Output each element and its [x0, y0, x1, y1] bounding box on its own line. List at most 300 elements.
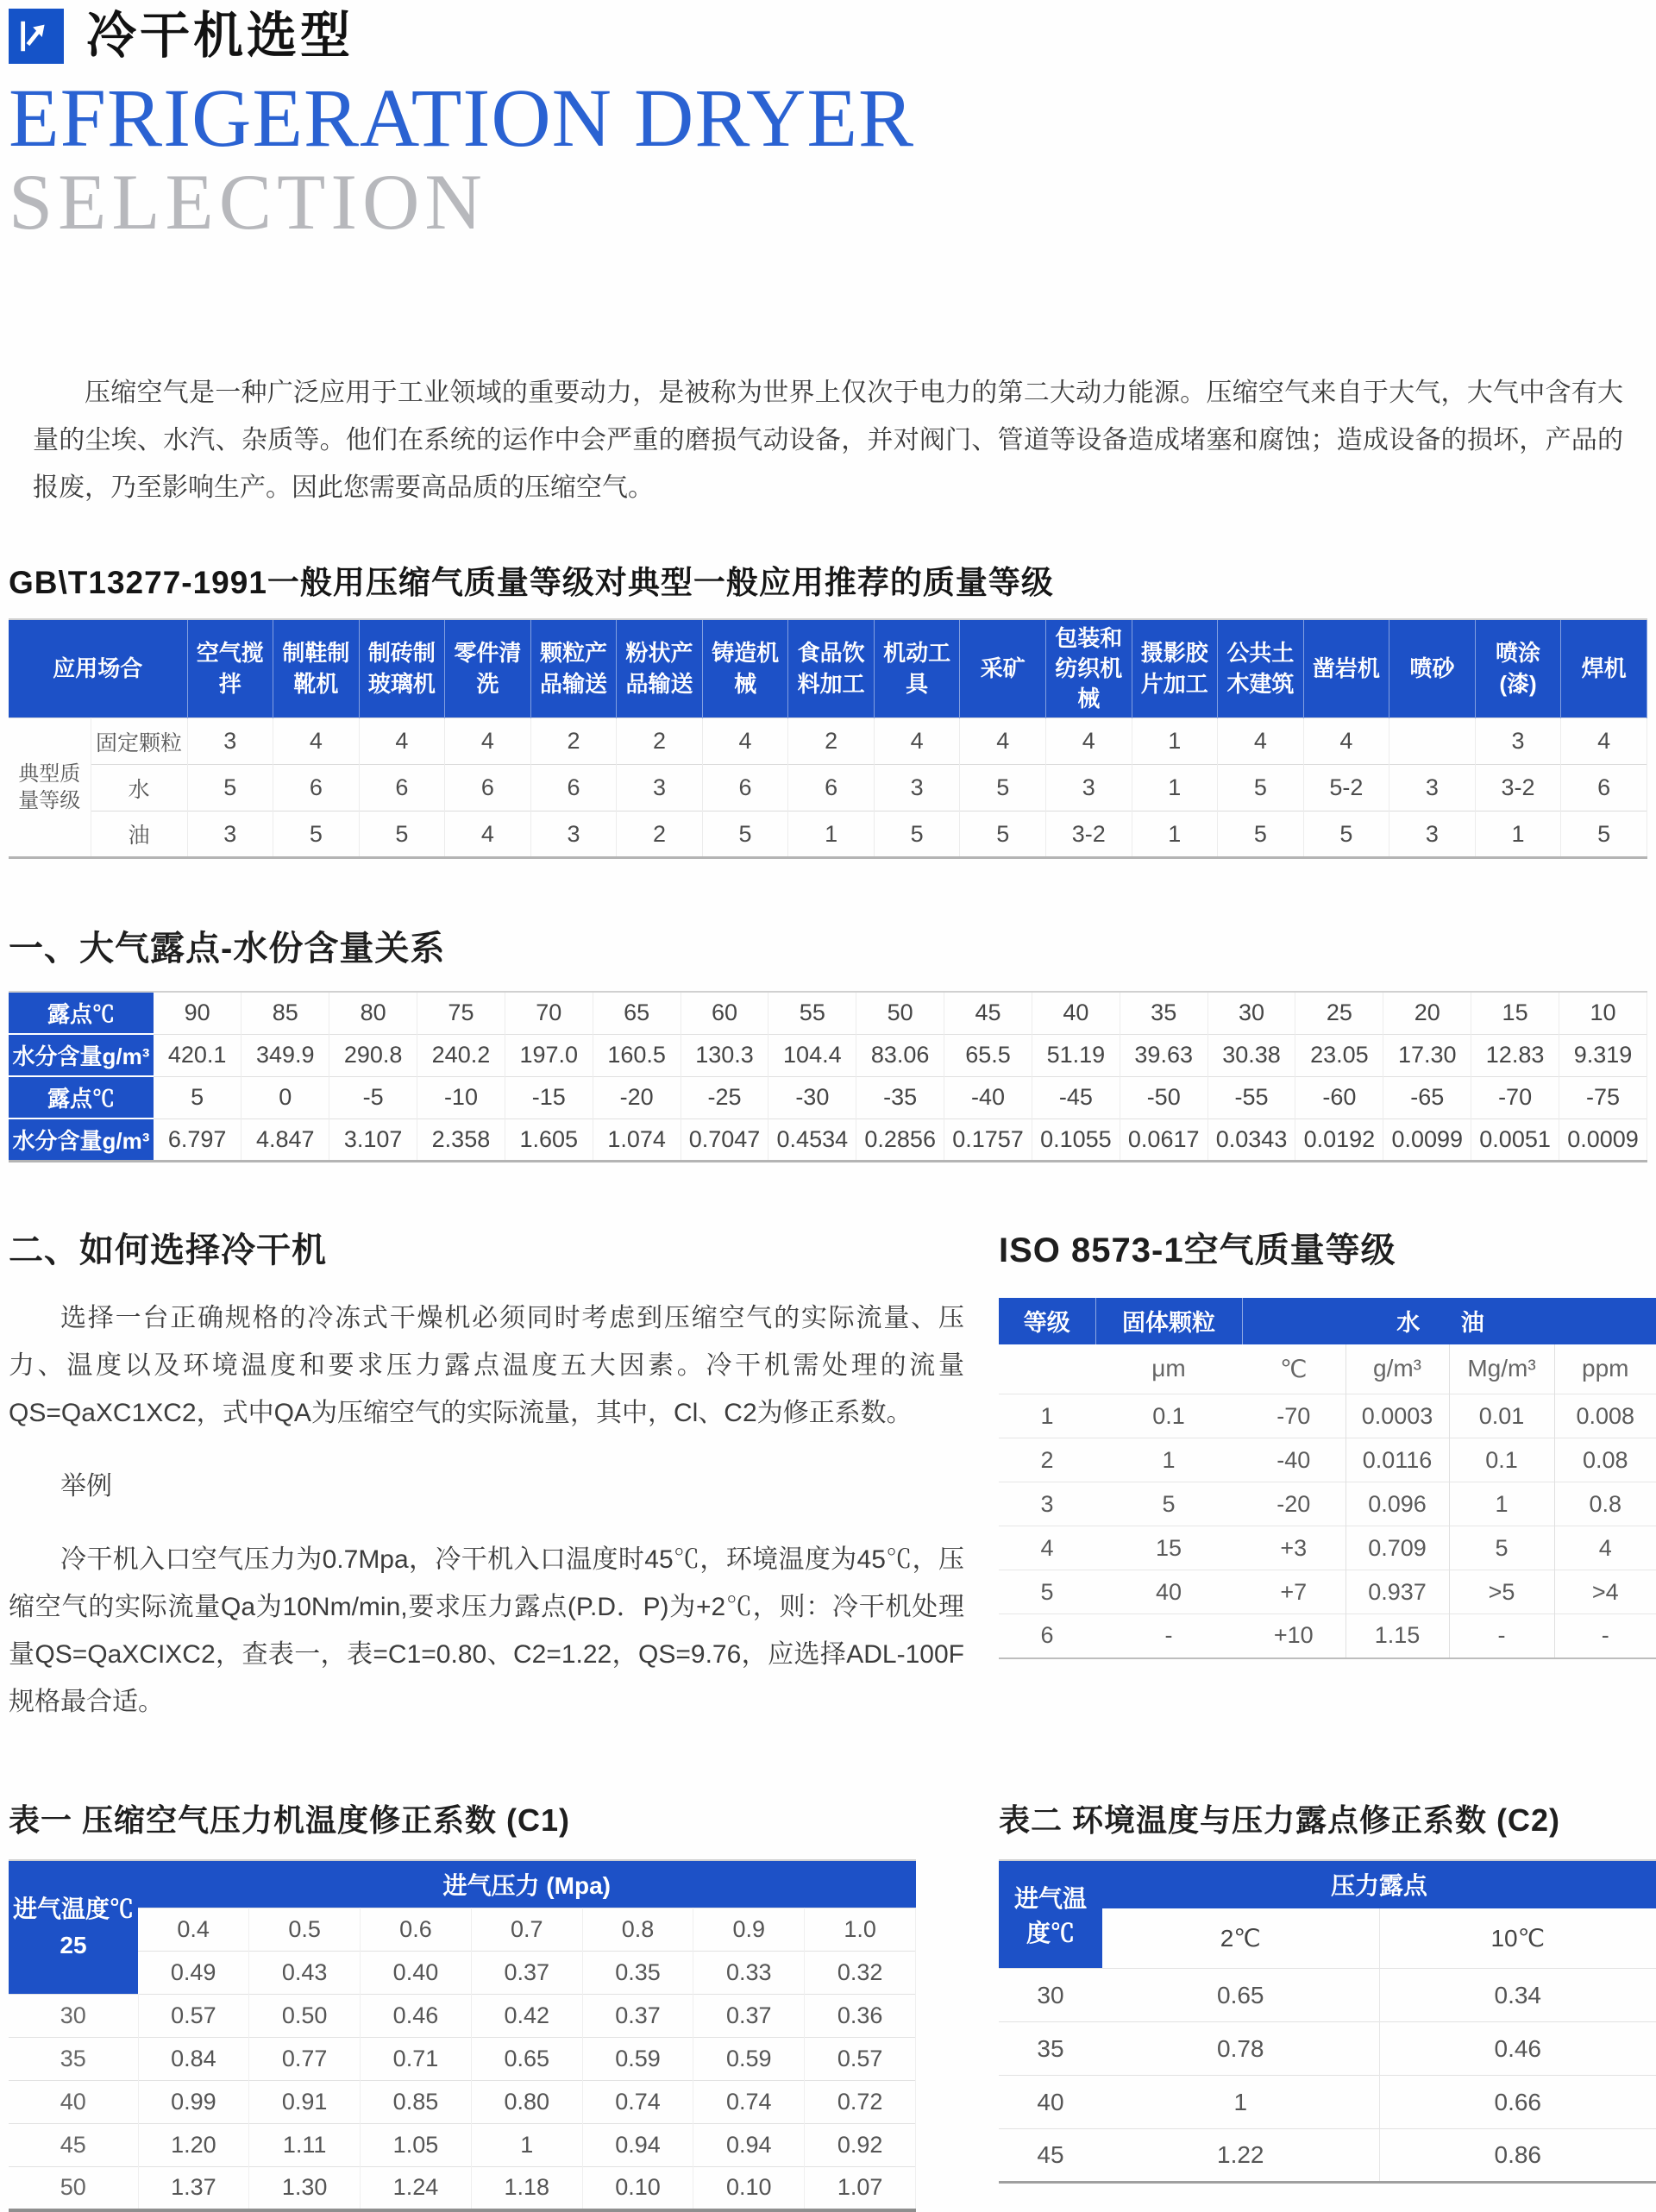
c2-correction-table: [999, 1859, 1656, 2184]
row-label: 油: [91, 811, 187, 858]
data-value: 0.0003: [1346, 1394, 1449, 1438]
coefficient-value: 0.37: [693, 1995, 805, 2038]
grade-value: 2: [788, 718, 875, 765]
data-value: 5: [1449, 1526, 1554, 1570]
data-value: >5: [1449, 1570, 1554, 1614]
title-english-line1: EFRIGERATION DRYER: [9, 72, 915, 164]
column-header: 采矿: [960, 619, 1046, 718]
grade-value: 3: [187, 718, 273, 765]
coefficient-value: 0.10: [693, 2167, 805, 2210]
data-value: 3.107: [329, 1119, 417, 1161]
coefficient-value: 0.74: [693, 2081, 805, 2124]
table-row: [9, 1119, 1647, 1161]
coefficient-value: 1: [471, 2124, 582, 2167]
grade-value: 3: [1389, 765, 1476, 811]
data-value: 12.83: [1471, 1034, 1559, 1076]
row-label: 固定颗粒: [91, 718, 187, 765]
coefficient-value: 0.40: [361, 1952, 472, 1995]
data-value: 349.9: [242, 1034, 329, 1076]
pressure-label: 0.9: [693, 1908, 805, 1952]
data-value: -65: [1383, 1076, 1471, 1119]
grade-value: 3: [1389, 811, 1476, 858]
table-row: [9, 1034, 1647, 1076]
data-value: -: [1095, 1614, 1242, 1658]
grade-value: 5-2: [1303, 765, 1389, 811]
data-value: 15: [1471, 992, 1559, 1034]
coefficient-value: 0.77: [249, 2038, 361, 2081]
grade-value: 6: [445, 765, 531, 811]
data-value: -50: [1120, 1076, 1208, 1119]
data-value: 40: [1032, 992, 1120, 1034]
data-value: -30: [768, 1076, 856, 1119]
table-row: [9, 2081, 916, 2124]
data-value: 0.0099: [1383, 1119, 1471, 1161]
corner-header: [9, 1860, 138, 1995]
grade-value: 3: [617, 765, 703, 811]
iso-table-title: ISO 8573-1空气质量等级: [999, 1231, 1396, 1269]
coefficient-value: 0.80: [471, 2081, 582, 2124]
data-value: 160.5: [593, 1034, 681, 1076]
section2-example-label: 举例: [60, 1471, 112, 1501]
c2-table-grid: [999, 1859, 1656, 2184]
data-value: 290.8: [329, 1034, 417, 1076]
data-value: -60: [1295, 1076, 1383, 1119]
table-row: [9, 811, 1647, 858]
c2-column: [999, 1796, 1656, 2212]
data-value: 15: [1095, 1526, 1242, 1570]
section1-title: 一、大气露点-水份含量关系: [9, 930, 446, 968]
row-label: 35: [999, 2022, 1102, 2076]
c1-table-title: 表一 压缩空气压力机温度修正系数 (C1): [9, 1802, 571, 1838]
data-value: 55: [768, 992, 856, 1034]
data-value: -35: [856, 1076, 944, 1119]
grade-value: 4: [273, 718, 360, 765]
dewpoint-table-grid: [9, 991, 1647, 1162]
table-header-row: [999, 1298, 1656, 1344]
data-value: -20: [593, 1076, 681, 1119]
coefficient-value: 0.99: [138, 2081, 249, 2124]
data-value: 4: [999, 1526, 1095, 1570]
row-label: 50: [9, 2167, 138, 2210]
data-value: 2: [999, 1438, 1095, 1482]
units-row: [999, 1344, 1656, 1394]
coefficient-value: 0.78: [1102, 2022, 1379, 2076]
corner-value: 25: [60, 1931, 87, 1958]
grade-value: 5: [1303, 811, 1389, 858]
coefficient-value: 0.34: [1379, 1969, 1656, 2022]
data-value: 0.01: [1449, 1394, 1554, 1438]
table-header-row: [999, 1860, 1656, 1908]
iso-table-grid: [999, 1298, 1656, 1659]
c1-column: [9, 1796, 964, 2212]
coefficient-value: 0.65: [471, 2038, 582, 2081]
grade-value: 1: [1475, 811, 1561, 858]
data-value: 0.0617: [1120, 1119, 1208, 1161]
data-value: 4: [1554, 1526, 1656, 1570]
gb-quality-table-grid: [9, 618, 1647, 859]
table-row: [9, 1952, 916, 1995]
data-value: -20: [1242, 1482, 1346, 1526]
coefficient-value: 1.30: [249, 2167, 361, 2210]
data-value: 0.096: [1346, 1482, 1449, 1526]
table-row: [999, 2076, 1656, 2129]
table-row: [9, 2167, 916, 2210]
data-value: 20: [1383, 992, 1471, 1034]
page-header: [9, 0, 1647, 64]
table-row: [999, 1438, 1656, 1482]
coefficient-value: 0.65: [1102, 1969, 1379, 2022]
data-value: +7: [1242, 1570, 1346, 1614]
column-header: 制砖制玻璃机: [359, 619, 445, 718]
grade-value: 2: [617, 718, 703, 765]
data-value: 0.1: [1449, 1438, 1554, 1482]
dewpoint-moisture-table: [9, 991, 1647, 1162]
data-value: 51.19: [1032, 1034, 1120, 1076]
data-value: 0.08: [1554, 1438, 1656, 1482]
coefficient-value: 1.20: [138, 2124, 249, 2167]
data-value: 75: [417, 992, 505, 1034]
iso-air-quality-table: [999, 1298, 1656, 1659]
coefficient-value: 1.07: [805, 2167, 916, 2210]
data-value: -5: [329, 1076, 417, 1119]
data-value: -40: [1242, 1438, 1346, 1482]
column-header: 摄影胶片加工: [1132, 619, 1218, 718]
coefficient-value: 1.24: [361, 2167, 472, 2210]
coefficient-value: 1: [1102, 2076, 1379, 2129]
data-value: 40: [1095, 1570, 1242, 1614]
grade-value: 6: [702, 765, 788, 811]
data-value: 1: [1449, 1482, 1554, 1526]
data-value: 0: [242, 1076, 329, 1119]
data-value: 65.5: [944, 1034, 1032, 1076]
table-row: [9, 2038, 916, 2081]
coefficient-value: 0.57: [138, 1995, 249, 2038]
coefficient-value: 0.35: [582, 1952, 693, 1995]
table-header-row: [9, 619, 1647, 718]
data-value: -70: [1242, 1394, 1346, 1438]
data-value: 130.3: [681, 1034, 768, 1076]
data-value: -: [1554, 1614, 1656, 1658]
grade-value: 6: [1561, 765, 1647, 811]
data-value: 30.38: [1208, 1034, 1295, 1076]
data-value: 0.008: [1554, 1394, 1656, 1438]
row-group-label: 典型质量等级: [9, 718, 91, 858]
grade-value: 3-2: [1045, 811, 1132, 858]
coefficient-value: 0.43: [249, 1952, 361, 1995]
table-row: [999, 1482, 1656, 1526]
data-value: 23.05: [1295, 1034, 1383, 1076]
gb-quality-table: [9, 618, 1647, 859]
table-row: [999, 1614, 1656, 1658]
column-header: 零件清洗: [445, 619, 531, 718]
coefficient-value: 0.94: [693, 2124, 805, 2167]
grade-value: 4: [1303, 718, 1389, 765]
data-value: 1.074: [593, 1119, 681, 1161]
data-value: 1: [999, 1394, 1095, 1438]
data-value: 30: [1208, 992, 1295, 1034]
grade-value: 6: [359, 765, 445, 811]
data-value: 70: [505, 992, 593, 1034]
data-value: 60: [681, 992, 768, 1034]
c1-table-grid: [9, 1859, 916, 2212]
gb-table-heading: GB\T13277-1991一般用压缩气质量等级对典型一般应用推荐的质量等级: [9, 564, 1054, 600]
grade-value: 3: [1045, 765, 1132, 811]
data-value: 0.0051: [1471, 1119, 1559, 1161]
coefficient-value: 0.57: [805, 2038, 916, 2081]
row-label: 水: [91, 765, 187, 811]
grade-value: 1: [1132, 765, 1218, 811]
row-label: 露点℃: [9, 992, 154, 1034]
coefficient-value: 0.46: [361, 1995, 472, 2038]
table-row: [9, 1995, 916, 2038]
table-row: [9, 992, 1647, 1034]
grade-value: 3: [1475, 718, 1561, 765]
coefficient-value: 0.94: [582, 2124, 693, 2167]
grade-value: 4: [1045, 718, 1132, 765]
coefficient-value: 0.84: [138, 2038, 249, 2081]
coefficient-value: 0.66: [1379, 2076, 1656, 2129]
c1-correction-table: [9, 1859, 964, 2212]
pressure-label: 1.0: [805, 1908, 916, 1952]
section2-paragraph1: 选择一台正确规格的冷冻式干燥机必须同时考虑到压缩空气的实际流量、压力、温度以及环境温度和要求压力露点温度五大因素。冷干机需处理的流量QS=QaXC1XC2，式中QA为压缩空气的实际流量，其中，Cl、C2为修正系数。: [9, 1303, 964, 1427]
column-header: 包装和纺织机械: [1045, 619, 1132, 718]
grade-value: 6: [788, 765, 875, 811]
column-header: 凿岩机: [1303, 619, 1389, 718]
data-value: 1.15: [1346, 1614, 1449, 1658]
page-title: 冷干机选型: [86, 8, 354, 64]
column-header: 喷涂(漆): [1475, 619, 1561, 718]
table-row: [9, 718, 1647, 765]
data-value: 50: [856, 992, 944, 1034]
data-value: 83.06: [856, 1034, 944, 1076]
coefficient-value: 0.92: [805, 2124, 916, 2167]
column-header: 喷砂: [1389, 619, 1476, 718]
grade-value: 5: [874, 811, 960, 858]
bottom-two-columns: [9, 1796, 1647, 2212]
data-value: 0.8: [1554, 1482, 1656, 1526]
grade-value: 3: [187, 811, 273, 858]
data-value: 0.1055: [1032, 1119, 1120, 1161]
data-value: -: [1449, 1614, 1554, 1658]
section2-title: 二、如何选择冷干机: [9, 1231, 327, 1269]
pressure-label: 0.7: [471, 1908, 582, 1952]
data-value: 6.797: [154, 1119, 242, 1161]
unit-label: g/m³: [1346, 1344, 1449, 1394]
unit-label: [999, 1344, 1095, 1394]
coefficient-value: 1.37: [138, 2167, 249, 2210]
data-value: 85: [242, 992, 329, 1034]
grade-value: 4: [1561, 718, 1647, 765]
pressure-label: 0.6: [361, 1908, 472, 1952]
column-header: 进气压力 (Mpa): [138, 1860, 916, 1908]
table-row: [999, 2022, 1656, 2076]
column-header: 固体颗粒: [1095, 1298, 1242, 1344]
data-value: 0.0116: [1346, 1438, 1449, 1482]
grade-value: 5: [1561, 811, 1647, 858]
coefficient-value: 1.11: [249, 2124, 361, 2167]
data-value: 0.4534: [768, 1119, 856, 1161]
data-value: -10: [417, 1076, 505, 1119]
how-to-select-column: [9, 1223, 964, 1751]
grade-value: [1389, 718, 1476, 765]
grade-value: 5: [1218, 811, 1304, 858]
data-value: 197.0: [505, 1034, 593, 1076]
unit-label: ℃: [1280, 1355, 1308, 1382]
grade-value: 6: [530, 765, 617, 811]
corner-header: 进气温度℃: [999, 1860, 1102, 1969]
grade-value: 3-2: [1475, 765, 1561, 811]
data-value: 1: [1095, 1438, 1242, 1482]
data-value: 0.1757: [944, 1119, 1032, 1161]
coefficient-value: 0.49: [138, 1952, 249, 1995]
corner-label: 进气温度℃: [12, 1895, 134, 1922]
column-header: 颗粒产品输送: [530, 619, 617, 718]
data-value: 65: [593, 992, 681, 1034]
coefficient-value: 0.36: [805, 1995, 916, 2038]
pressure-label: 0.8: [582, 1908, 693, 1952]
grade-value: 2: [530, 718, 617, 765]
data-value: -45: [1032, 1076, 1120, 1119]
data-value: 0.2856: [856, 1119, 944, 1161]
column-header: 压力露点: [1102, 1860, 1656, 1908]
data-value: 0.709: [1346, 1526, 1449, 1570]
data-value: 1.605: [505, 1119, 593, 1161]
pressure-label: 0.4: [138, 1908, 249, 1952]
data-value: 420.1: [154, 1034, 242, 1076]
data-value: >4: [1554, 1570, 1656, 1614]
data-value: 80: [329, 992, 417, 1034]
data-value: 90: [154, 992, 242, 1034]
table-row: [999, 1526, 1656, 1570]
row-label: 水分含量g/m³: [9, 1034, 154, 1076]
data-value: 0.7047: [681, 1119, 768, 1161]
coefficient-value: 0.46: [1379, 2022, 1656, 2076]
table-row: [999, 1570, 1656, 1614]
data-value: 0.0192: [1295, 1119, 1383, 1161]
coefficient-value: 0.42: [471, 1995, 582, 2038]
grade-value: 4: [874, 718, 960, 765]
coefficient-value: 0.37: [471, 1952, 582, 1995]
coefficient-value: 0.85: [361, 2081, 472, 2124]
table-row: [9, 765, 1647, 811]
data-value: 2.358: [417, 1119, 505, 1161]
grade-value: 5: [960, 765, 1046, 811]
table-row: [9, 1076, 1647, 1119]
data-value: 0.1: [1095, 1394, 1242, 1438]
coefficient-value: 1.18: [471, 2167, 582, 2210]
column-header: 机动工具: [874, 619, 960, 718]
grade-value: 4: [445, 718, 531, 765]
coefficient-value: 0.71: [361, 2038, 472, 2081]
data-value: -70: [1471, 1076, 1559, 1119]
grade-value: 3: [874, 765, 960, 811]
data-value: 10: [1559, 992, 1647, 1034]
data-value: 45: [944, 992, 1032, 1034]
arrow-right-icon: [9, 9, 64, 64]
grade-value: 1: [1132, 811, 1218, 858]
middle-two-columns: [9, 1223, 1647, 1751]
grade-value: 5: [960, 811, 1046, 858]
table-row: [999, 1394, 1656, 1438]
column-header: 粉状产品输送: [617, 619, 703, 718]
coefficient-value: 0.91: [249, 2081, 361, 2124]
data-value: 39.63: [1120, 1034, 1208, 1076]
coefficient-value: 0.10: [582, 2167, 693, 2210]
row-label: 45: [999, 2129, 1102, 2183]
title-english-line2: SELECTION: [9, 157, 487, 246]
pressure-row: [9, 1908, 916, 1952]
data-value: -15: [505, 1076, 593, 1119]
unit-label: μm: [1151, 1355, 1186, 1382]
row-label: 水分含量g/m³: [9, 1119, 154, 1161]
grade-value: 5: [187, 765, 273, 811]
intro-paragraph: 压缩空气是一种广泛应用于工业领域的重要动力，是被称为世界上仅次于电力的第二大动力能源。压缩空气来自于大气，大气中含有大量的尘埃、水汽、杂质等。他们在系统的运作中会严重的磨损气动设备，并对阀门、管道等设备造成堵塞和腐蚀；造成设备的损坏，产品的报废，乃至影响生产。因此您需要高品质的压缩空气。: [33, 378, 1623, 502]
coefficient-value: 0.72: [805, 2081, 916, 2124]
grade-value: 4: [1218, 718, 1304, 765]
column-header: 应用场合: [9, 619, 187, 718]
coefficient-value: 0.33: [693, 1952, 805, 1995]
row-label: 40: [9, 2081, 138, 2124]
grade-value: 4: [359, 718, 445, 765]
coefficient-value: 0.50: [249, 1995, 361, 2038]
data-value: -25: [681, 1076, 768, 1119]
data-value: 5: [999, 1570, 1095, 1614]
coefficient-value: 0.74: [582, 2081, 693, 2124]
data-value: 4.847: [242, 1119, 329, 1161]
data-value: -55: [1208, 1076, 1295, 1119]
coefficient-value: 1.22: [1102, 2129, 1379, 2183]
data-value: 25: [1295, 992, 1383, 1034]
row-label: 30: [9, 1995, 138, 2038]
table-header-row: [9, 1860, 916, 1908]
c2-table-title: 表二 环境温度与压力露点修正系数 (C2): [999, 1802, 1561, 1838]
data-value: 240.2: [417, 1034, 505, 1076]
unit-label: ppm: [1554, 1344, 1656, 1394]
grade-value: 1: [1132, 718, 1218, 765]
row-label: 35: [9, 2038, 138, 2081]
data-value: 0.937: [1346, 1570, 1449, 1614]
pressure-label: 0.5: [249, 1908, 361, 1952]
grade-value: 2: [617, 811, 703, 858]
data-value: -40: [944, 1076, 1032, 1119]
column-header: 公共土木建筑: [1218, 619, 1304, 718]
column-header: 水 油: [1242, 1298, 1656, 1344]
grade-value: 4: [960, 718, 1046, 765]
grade-value: 5: [1218, 765, 1304, 811]
data-value: 3: [999, 1482, 1095, 1526]
dewpoint-label: 2℃: [1220, 1924, 1261, 1952]
coefficient-value: 0.32: [805, 1952, 916, 1995]
row-label: 45: [9, 2124, 138, 2167]
iso-column: [999, 1223, 1656, 1751]
coefficient-value: 0.59: [582, 2038, 693, 2081]
dewpoint-label: 10℃: [1379, 1908, 1656, 1969]
data-value: -75: [1559, 1076, 1647, 1119]
data-value: 0.0009: [1559, 1119, 1647, 1161]
column-header: 铸造机械: [702, 619, 788, 718]
coefficient-value: 0.86: [1379, 2129, 1656, 2183]
grade-value: 3: [530, 811, 617, 858]
table-row: [9, 2124, 916, 2167]
column-header: 制鞋制靴机: [273, 619, 360, 718]
row-label: 30: [999, 1969, 1102, 2022]
grade-value: 5: [273, 811, 360, 858]
grade-value: 4: [445, 811, 531, 858]
data-value: +10: [1242, 1614, 1346, 1658]
coefficient-value: 0.59: [693, 2038, 805, 2081]
unit-label: Mg/m³: [1449, 1344, 1554, 1394]
data-value: 9.319: [1559, 1034, 1647, 1076]
